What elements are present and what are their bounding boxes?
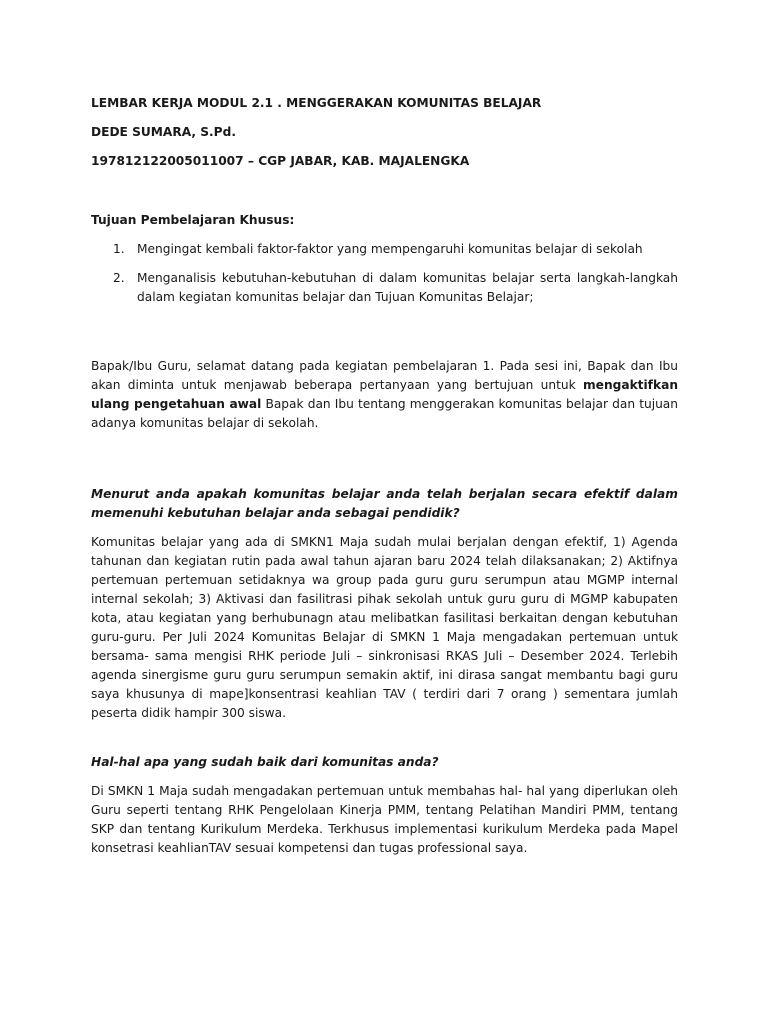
author-id-line: 197812122005011007 – CGP JABAR, KAB. MAJALENGKA xyxy=(91,154,470,168)
list-item-text: Menganalisis kebutuhan-kebutuhan di dalam komunitas belajar serta langkah-langkah dalam kegiatan komunitas belajar dan Tujuan Komunitas Belajar; xyxy=(137,271,678,304)
intro-paragraph xyxy=(91,357,678,433)
objectives-list xyxy=(91,240,678,307)
question-2: Hal-hal apa yang sudah baik dari komunitas anda? xyxy=(91,755,439,769)
objectives-heading: Tujuan Pembelajaran Khusus: xyxy=(91,213,295,227)
document-title: LEMBAR KERJA MODUL 2.1 . MENGGERAKAN KOMUNITAS BELAJAR xyxy=(91,96,542,110)
list-item-number: 1. xyxy=(113,242,125,256)
list-item xyxy=(91,240,678,259)
intro-bold-phrase: mengaktifkan ulang pengetahuan awal xyxy=(91,378,678,411)
list-item-number: 2. xyxy=(113,271,125,285)
list-item-text: Mengingat kembali faktor-faktor yang mempengaruhi komunitas belajar di sekolah xyxy=(137,242,643,256)
question-1: Menurut anda apakah komunitas belajar anda telah berjalan secara efektif dalam memenuhi kebutuhan belajar anda sebagai pendidik? xyxy=(91,487,678,520)
intro-text-end: Bapak dan Ibu tentang menggerakan komunitas belajar dan tujuan adanya komunitas belajar di sekolah. xyxy=(91,397,678,430)
answer-2: Di SMKN 1 Maja sudah mengadakan pertemuan untuk membahas hal- hal yang diperlukan oleh Guru seperti tentang RHK Pengelolaan Kinerja PMM, tentang Pelatihan Mandiri PMM, tentang SKP dan tentang Kurikulum Merdeka. Terkhusus implementasi kurikulum Merdeka pada Mapel konsetrasi keahlianTAV sesuai kompetensi dan tugas professional saya. xyxy=(91,784,678,855)
author-name: DEDE SUMARA, S.Pd. xyxy=(91,125,236,139)
answer-1: Komunitas belajar yang ada di SMKN1 Maja sudah mulai berjalan dengan efektif, 1) Agenda tahunan dan kegiatan rutin pada awal tahun ajaran baru 2024 telah dilaksanakan; 2) Aktifnya pertemuan pertemuan setidaknya wa group pada guru guru serumpun atau MGMP internal internal sekolah; 3) Aktivasi dan fasilitrasi pihak sekolah untuk guru guru di MGMP kabupaten kota, atau kegiatan yang berhubunagn atau melibatkan fasilitasi berkaitan dengan kebutuhan guru-guru. Per Juli 2024 Komunitas Belajar di SMKN 1 Maja mengadakan pertemuan untuk bersama- sama mengisi RHK periode Juli – sinkronisasi RKAS Juli – Desember 2024. Terlebih agenda sinergisme guru guru serumpun semakin aktif, ini dirasa sangat membantu bagi guru saya khusunya di mape]konsentrasi keahlian TAV ( terdiri dari 7 orang ) sementara jumlah peserta didik hampir 300 siswa. xyxy=(91,535,678,720)
intro-text-start: Bapak/Ibu Guru, selamat datang pada kegiatan pembelajaran 1. Pada sesi ini, Bapak dan Ibu akan diminta untuk menjawab beberapa pertanyaan yang bertujuan untuk xyxy=(91,359,678,392)
list-item xyxy=(91,269,678,307)
